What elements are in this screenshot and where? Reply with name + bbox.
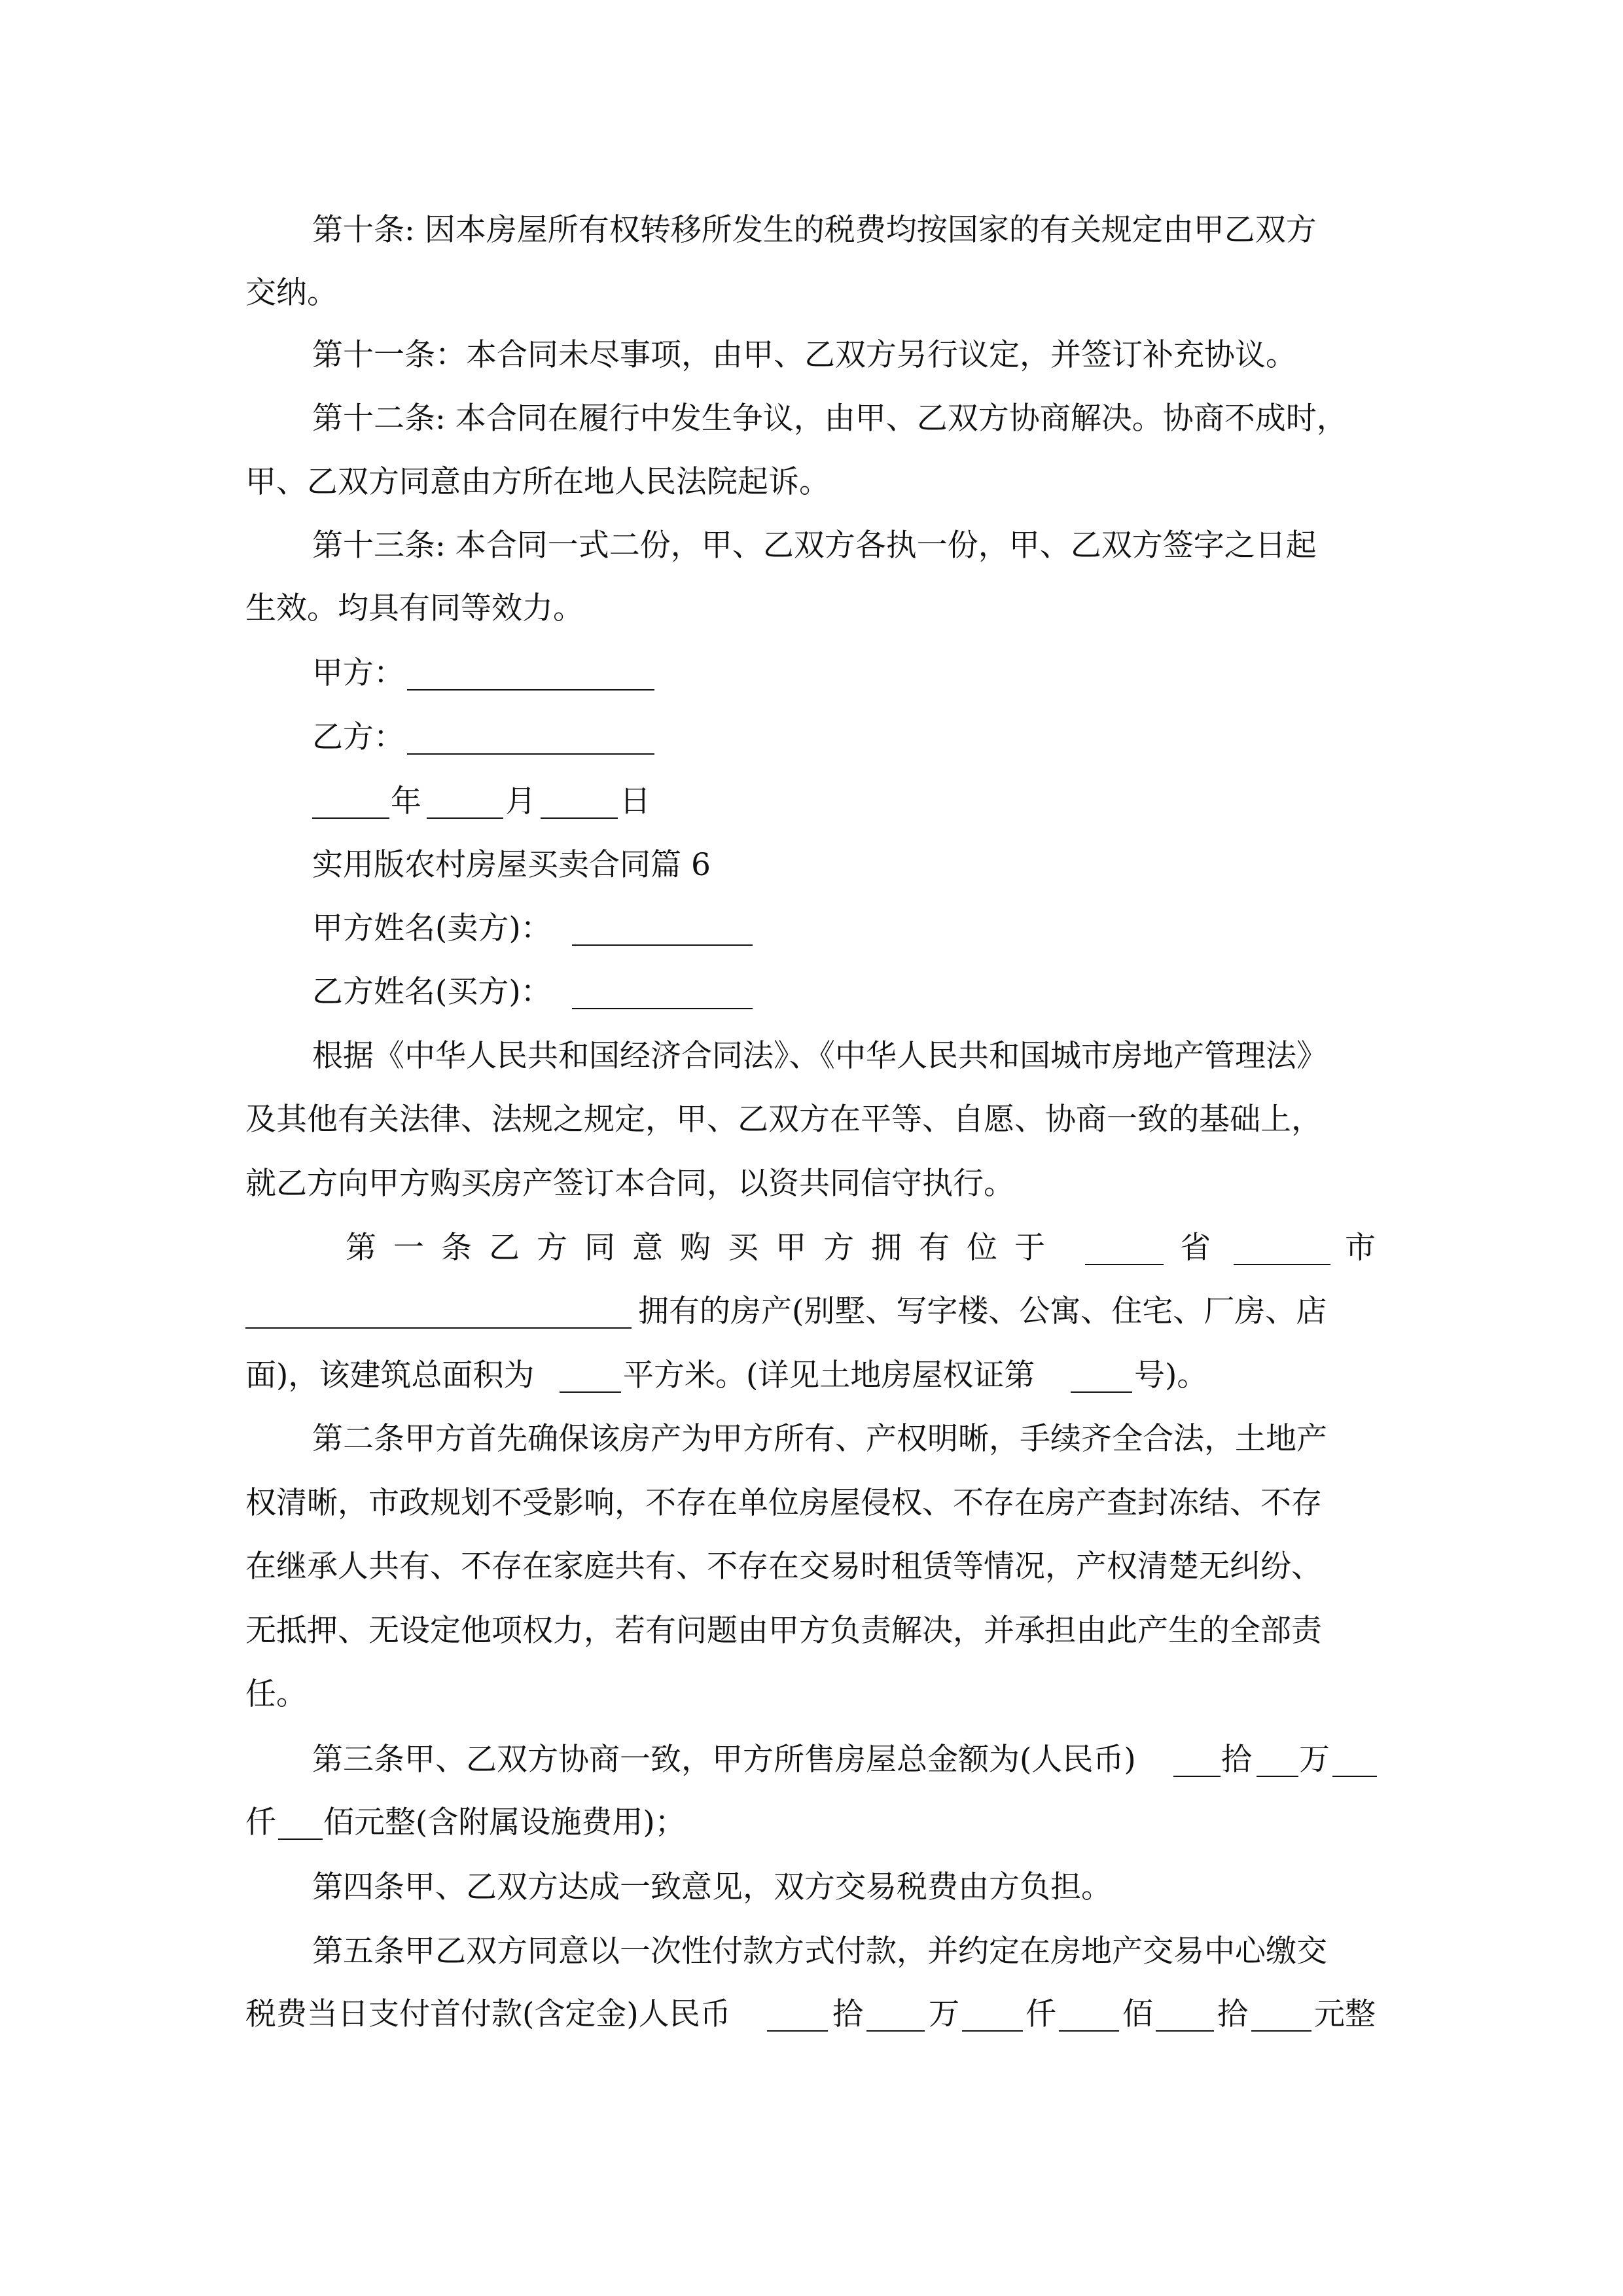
down-payment-yuan-label: 元整 [1314,1996,1376,2032]
certificate-number-blank [1071,1352,1132,1393]
party-a-blank [407,650,654,691]
article-13-line-1 [0,522,1623,569]
amount-wan-blank [1257,1736,1298,1777]
clause-1-line-1 [0,1225,1623,1272]
clause-1-text-3b: 平方米。(详见土地房屋权证第 [623,1357,1035,1393]
clause-2-line-1 [0,1416,1623,1463]
amount-qian-label: 仟 [245,1804,276,1840]
basis-text-3: 就乙方向甲方购买房产签订本合同，以资共同信守执行。 [245,1166,1014,1202]
seller-label: 甲方姓名(卖方)： [312,910,552,946]
clause-5-line-2 [0,1991,1623,2038]
down-payment-qian-label: 仟 [1026,1996,1056,2032]
clause-1-text-1: 第一条乙方同意购买甲方拥有位于 [346,1230,1062,1266]
down-payment-shi-label: 拾 [832,1996,863,2032]
clause-2-text-5: 任。 [245,1676,307,1712]
city-blank [1234,1225,1330,1265]
seller-name-blank [572,905,753,946]
down-payment-wan-label: 万 [929,1996,959,2032]
clause-2-text-4: 无抵押、无设定他项权力，若有问题由甲方负责解决，并承担由此产生的全部责 [245,1613,1322,1649]
clause-2-text-3: 在继承人共有、不存在家庭共有、不存在交易时租赁等情况，产权清楚无纠纷、 [245,1549,1322,1585]
down-payment-shi2-blank [1156,1991,1214,2032]
down-payment-yuan-blank [1251,1991,1311,2032]
down-payment-shi2-label: 拾 [1217,1996,1248,2032]
province-label: 省 [1180,1230,1211,1266]
clause-2-text-1: 第二条甲方首先确保该房产为甲方所有、产权明晰，手续齐全合法，土地产 [312,1421,1327,1457]
clause-3-line-1 [0,1736,1623,1784]
buyer-name-blank [572,969,753,1009]
article-12-text-2: 甲、乙双方同意由方所在地人民法院起诉。 [245,464,830,500]
city-label: 市 [1345,1230,1376,1266]
amount-wan-label: 万 [1299,1742,1330,1778]
clause-5-text-2: 税费当日支付首付款(含定金)人民币 [245,1996,731,2032]
location-blank [245,1288,632,1329]
article-12-line-2 [0,459,1623,506]
clause-3-text-2: 佰元整(含附属设施费用)； [323,1804,686,1840]
section-title: 实用版农村房屋买卖合同篇 6 [312,847,711,883]
article-13-text-1: 第十三条: 本合同一式二份，甲、乙双方各执一份，甲、乙双方签字之日起 [312,528,1317,564]
clause-2-line-5 [0,1671,1623,1718]
basis-line-2 [0,1096,1623,1143]
month-blank [427,778,503,819]
clause-4-text: 第四条甲、乙双方达成一致意见，双方交易税费由方负担。 [312,1869,1112,1905]
article-10-text-2: 交纳。 [245,275,338,311]
year-label: 年 [391,783,421,819]
party-b-blank [407,714,654,755]
clause-1-text-2: 拥有的房产(别墅、写字楼、公寓、住宅、厂房、店 [638,1293,1327,1329]
seller-line [0,905,1623,952]
clause-4-line [0,1864,1623,1911]
article-12-text-1: 第十二条: 本合同在履行中发生争议，由甲、乙双方协商解决。协商不成时， [312,401,1347,437]
article-12-line-1 [0,395,1623,442]
basis-text-2: 及其他有关法律、法规之规定，甲、乙双方在平等、自愿、协商一致的基础上， [245,1102,1322,1138]
basis-line-1 [0,1033,1623,1080]
clause-3-text-1: 第三条甲、乙双方协商一致，甲方所售房屋总金额为(人民币) [312,1742,1136,1778]
day-blank [541,778,618,819]
article-10-text-1: 第十条: 因本房屋所有权转移所发生的税费均按国家的有关规定由甲乙双方 [312,212,1317,248]
year-blank [312,778,389,819]
clause-5-text-1: 第五条甲乙双方同意以一次性付款方式付款，并约定在房地产交易中心缴交 [312,1933,1327,1969]
amount-qian-blank-1 [1332,1736,1377,1777]
article-13-text-2: 生效。均具有同等效力。 [245,590,584,626]
clause-1-line-2 [0,1288,1623,1335]
clause-1-line-3 [0,1352,1623,1399]
party-a-label: 甲方： [312,655,404,691]
article-10-line-1 [0,207,1623,254]
clause-1-text-3c: 号)。 [1134,1357,1208,1393]
down-payment-qian-blank [962,1991,1023,2032]
party-a-signature-line [0,650,1623,697]
party-b-label: 乙方： [312,719,404,755]
province-blank [1085,1225,1164,1265]
clause-2-line-2 [0,1480,1623,1527]
article-10-line-2 [0,270,1623,317]
area-blank [560,1352,621,1393]
buyer-label: 乙方姓名(买方)： [312,974,552,1010]
basis-text-1: 根据《中华人民共和国经济合同法》、《中华人民共和国城市房地产管理法》 [312,1038,1327,1074]
clause-3-line-2 [0,1799,1623,1846]
amount-shi-label: 拾 [1221,1742,1252,1778]
down-payment-wan-blank [866,1991,925,2032]
down-payment-bai-blank [1059,1991,1119,2032]
party-b-signature-line [0,714,1623,761]
section-title-line [0,842,1623,889]
buyer-line [0,969,1623,1016]
amount-bai-blank [278,1799,323,1840]
article-13-line-2 [0,585,1623,632]
clause-2-text-2: 权清晰，市政规划不受影响，不存在单位房屋侵权、不存在房产查封冻结、不存 [245,1485,1322,1521]
day-label: 日 [620,783,651,819]
amount-shi-blank [1173,1736,1221,1777]
basis-line-3 [0,1160,1623,1208]
down-payment-bai-label: 佰 [1122,1996,1153,2032]
article-11-text: 第十一条：本合同未尽事项，由甲、乙双方另行议定，并签订补充协议。 [312,337,1296,373]
clause-5-line-1 [0,1928,1623,1975]
clause-2-line-3 [0,1543,1623,1590]
month-label: 月 [505,783,536,819]
date-line [0,778,1623,825]
clause-2-line-4 [0,1607,1623,1655]
down-payment-shi-blank [767,1991,828,2032]
clause-1-text-3a: 面)，该建筑总面积为 [245,1357,535,1393]
article-11-line [0,332,1623,379]
